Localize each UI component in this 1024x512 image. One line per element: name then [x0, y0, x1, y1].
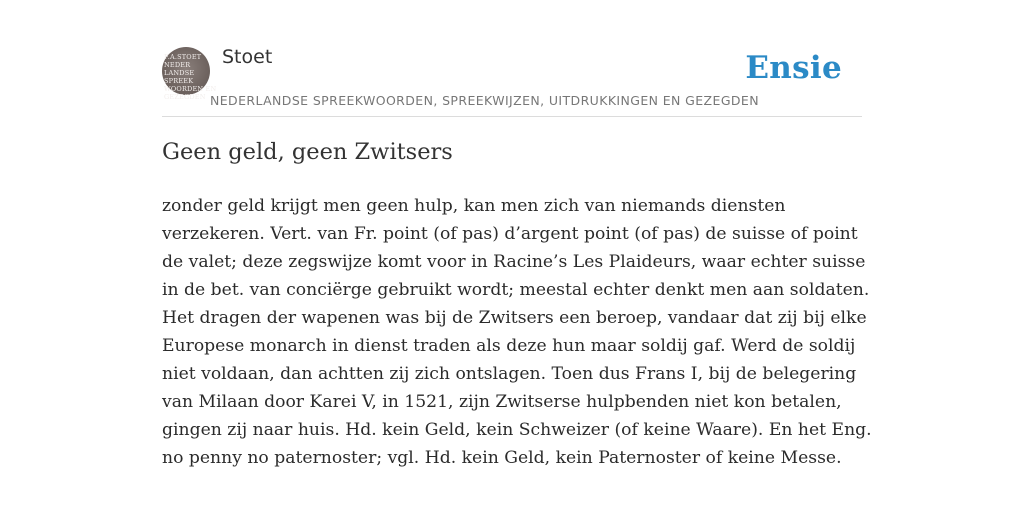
body-line: van Milaan door Karei V, in 1521, zijn Zwitserse hulpbenden niet kon betalen, [162, 392, 842, 412]
source-subtitle[interactable]: NEDERLANDSE SPREEKWOORDEN, SPREEKWIJZEN, UITDRUKKINGEN EN GEZEGDEN [210, 93, 759, 108]
body-line: de valet; deze zegswijze komt voor in Racine’s Les Plaideurs, waar echter suisse [162, 252, 866, 272]
body-line: verzekeren. Vert. van Fr. point (of pas) d’argent point (of pas) de suisse of point [162, 224, 858, 244]
avatar-cover-text [164, 53, 217, 101]
body-line: zonder geld krijgt men geen hulp, kan men zich van niemands diensten [162, 196, 786, 216]
author-avatar[interactable] [162, 47, 217, 101]
body-line: gingen zij naar huis. Hd. kein Geld, kein Schweizer (of keine Waare). En het Eng. [162, 420, 872, 440]
entry-body [162, 192, 872, 472]
ensie-logo[interactable]: Ensie [745, 50, 842, 86]
body-line: in de bet. van conciërge gebruikt wordt; meestal echter denkt men aan soldaten. [162, 280, 870, 300]
body-line: no penny no paternoster; vgl. Hd. kein Geld, kein Paternoster of keine Messe. [162, 448, 842, 468]
body-line: Europese monarch in dienst traden als deze hun maar soldij gaf. Werd de soldij [162, 336, 856, 356]
body-line: Het dragen der wapenen was bij de Zwitsers een beroep, vandaar dat zij bij elke [162, 308, 867, 328]
avatar-line: LANDSE [164, 69, 195, 77]
header [162, 44, 862, 117]
avatar-line: WOORDEN EN [164, 85, 217, 93]
avatar-line: GEZEGDEN [164, 93, 206, 101]
avatar-line: SPREEK [164, 77, 194, 85]
author-name[interactable]: Stoet [222, 46, 273, 68]
entry-title: Geen geld, geen Zwitsers [162, 139, 453, 165]
avatar-line: NEDER [164, 61, 191, 69]
avatar-line: F.A.STOET [164, 53, 202, 61]
body-line: niet voldaan, dan achtten zij zich ontslagen. Toen dus Frans I, bij de belegering [162, 364, 857, 384]
